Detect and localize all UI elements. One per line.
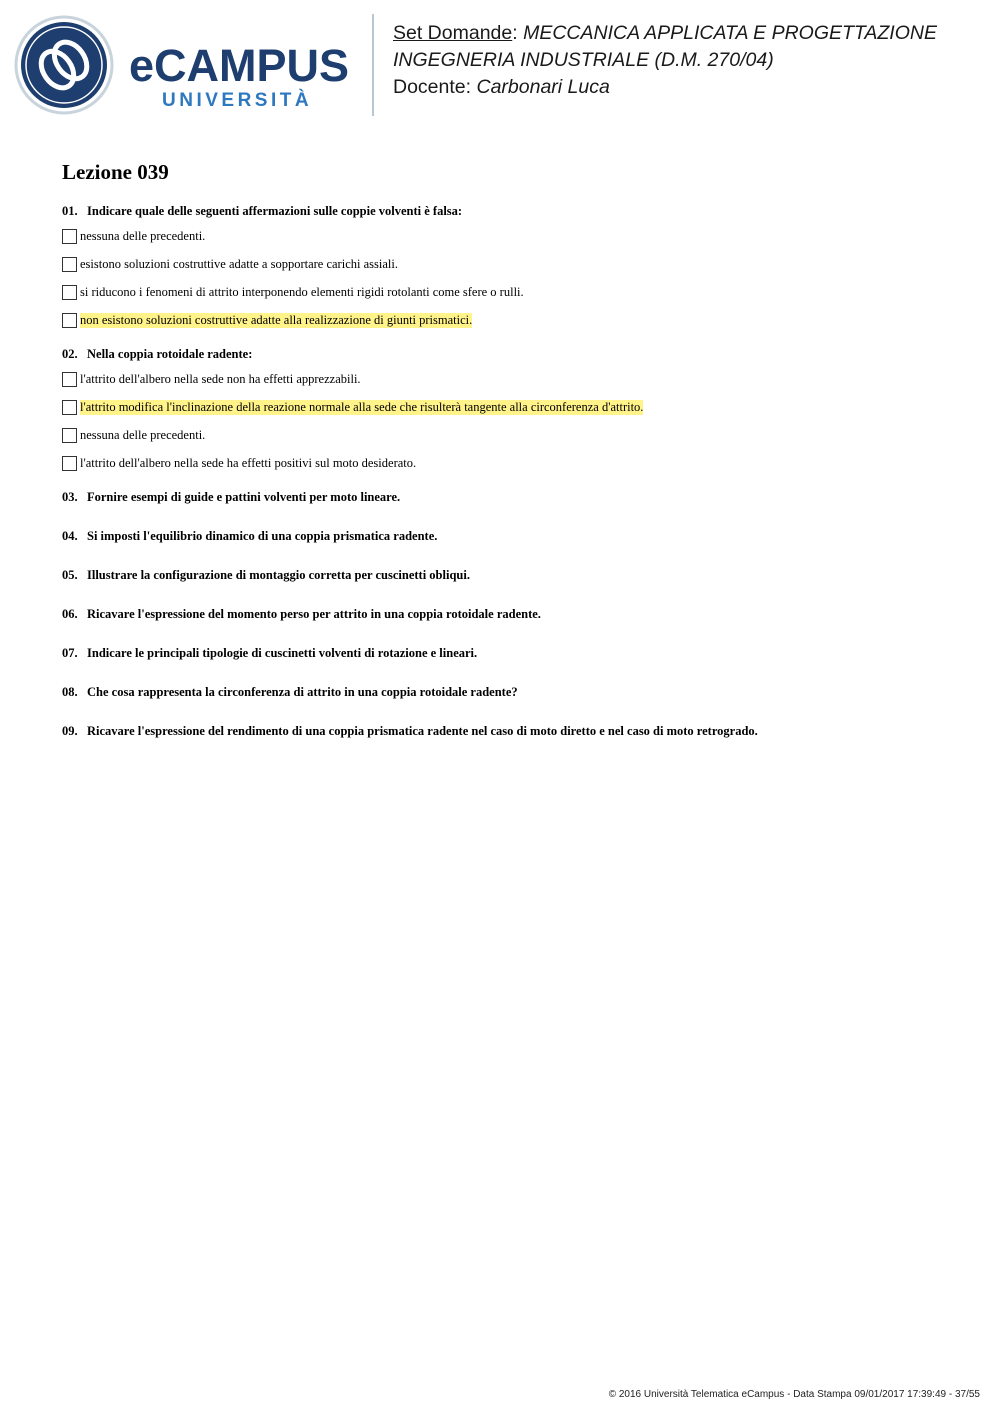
question-text: 01. Indicare quale delle seguenti affermazioni sulle coppie volventi è falsa: [62, 204, 463, 218]
answer-option-correct[interactable] [62, 399, 982, 415]
answer-option[interactable] [62, 455, 982, 471]
set-line-1: Set Domande: MECCANICA APPLICATA E PROGETTAZIONE [393, 22, 937, 44]
answer-text: esistono soluzioni costruttive adatte a sopportare carichi assiali. [80, 256, 398, 271]
logo-brand-text: eCAMPUS [129, 40, 350, 91]
ecampus-logo-icon [14, 14, 359, 116]
question-text: 03. Fornire esempi di guide e pattini volventi per moto lineare. [62, 490, 401, 504]
question-text: 07. Indicare le principali tipologie di cuscinetti volventi di rotazione e lineari. [62, 646, 478, 660]
checkbox[interactable] [62, 400, 77, 415]
header-divider [372, 14, 374, 116]
question-03 [62, 489, 982, 505]
set-label: Set Domande [393, 22, 513, 44]
answer-text: nessuna delle precedenti. [80, 228, 206, 243]
set-title-line-1: MECCANICA APPLICATA E PROGETTAZIONE [523, 22, 937, 44]
question-02 [62, 346, 982, 471]
answer-option[interactable] [62, 284, 982, 300]
checkbox[interactable] [62, 229, 77, 244]
question-06 [62, 606, 982, 622]
question-08 [62, 684, 982, 700]
question-text: 06. Ricavare l'espressione del momento perso per attrito in una coppia rotoidale radente. [62, 607, 541, 621]
answer-option[interactable] [62, 371, 982, 387]
checkbox[interactable] [62, 257, 77, 272]
teacher-line [393, 74, 993, 101]
question-07 [62, 645, 982, 661]
checkbox[interactable] [62, 428, 77, 443]
answer-text-highlighted: l'attrito modifica l'inclinazione della reazione normale alla sede che risulterà tangente alla circonferenza d'attrito. [80, 399, 644, 414]
question-text: 04. Si imposti l'equilibrio dinamico di una coppia prismatica radente. [62, 529, 438, 543]
question-01 [62, 203, 982, 328]
question-text: 02. Nella coppia rotoidale radente: [62, 347, 253, 361]
answer-text-highlighted: non esistono soluzioni costruttive adatte alla realizzazione di giunti prismatici. [80, 312, 473, 327]
checkbox[interactable] [62, 456, 77, 471]
answer-text: l'attrito dell'albero nella sede ha effetti positivi sul moto desiderato. [80, 455, 417, 470]
checkbox[interactable] [62, 313, 77, 328]
question-text: 08. Che cosa rappresenta la circonferenza di attrito in una coppia rotoidale radente? [62, 685, 518, 699]
answer-option[interactable] [62, 228, 982, 244]
questions-list [62, 203, 982, 762]
answer-option[interactable] [62, 256, 982, 272]
header-info [393, 20, 993, 101]
teacher-name: Carbonari Luca [476, 76, 610, 98]
set-title-line-2: INGEGNERIA INDUSTRIALE (D.M. 270/04) [393, 49, 774, 71]
question-05 [62, 567, 982, 583]
question-text: 09. Ricavare l'espressione del rendimento di una coppia prismatica radente nel caso di moto diretto e nel caso di moto retrogrado. [62, 724, 758, 738]
answer-option[interactable] [62, 427, 982, 443]
answer-text: si riducono i fenomeni di attrito interponendo elementi rigidi rotolanti come sfere o rulli. [80, 284, 524, 299]
logo-subtitle-text: UNIVERSITÀ [162, 90, 313, 111]
page-footer: © 2016 Università Telematica eCampus - Data Stampa 09/01/2017 17:39:49 - 37/55 [608, 1389, 980, 1400]
checkbox[interactable] [62, 285, 77, 300]
question-04 [62, 528, 982, 544]
question-09 [62, 723, 982, 739]
ecampus-logo [14, 14, 359, 121]
answer-text: l'attrito dell'albero nella sede non ha effetti apprezzabili. [80, 371, 361, 386]
answer-text: nessuna delle precedenti. [80, 427, 206, 442]
checkbox[interactable] [62, 372, 77, 387]
page-header [0, 0, 1000, 125]
question-text: 05. Illustrare la configurazione di montaggio corretta per cuscinetti obliqui. [62, 568, 470, 582]
answer-option-correct[interactable] [62, 312, 982, 328]
teacher-label: Docente: [393, 76, 472, 98]
lesson-title: Lezione 039 [62, 160, 169, 184]
